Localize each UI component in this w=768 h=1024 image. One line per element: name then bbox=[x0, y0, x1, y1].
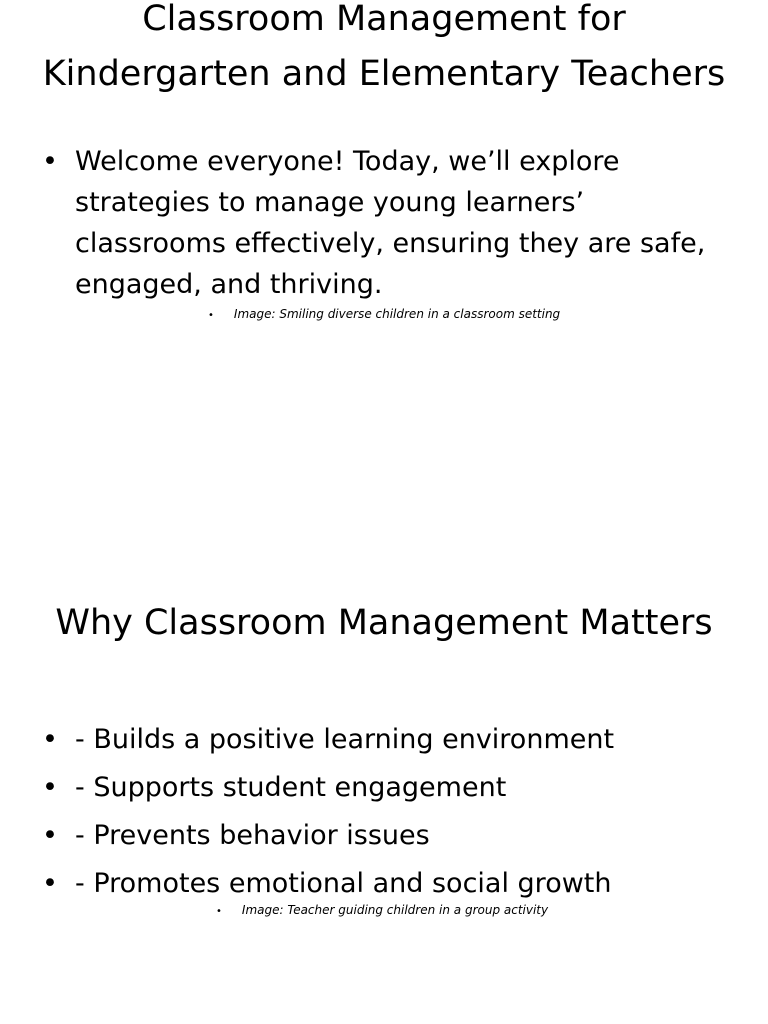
bullet-list bbox=[40, 716, 730, 908]
slide-title: Classroom Management for Kindergarten and Elementary Teachers bbox=[42, 0, 726, 94]
bullet-icon: • bbox=[42, 772, 58, 803]
bullet-item bbox=[40, 812, 730, 860]
caption-text: Image: Smiling diverse children in a classroom setting bbox=[233, 307, 561, 321]
bullet-text: - Prevents behavior issues bbox=[75, 820, 430, 851]
bullet-icon: • bbox=[42, 724, 58, 755]
bullet-text: - Builds a positive learning environment bbox=[75, 724, 615, 755]
bullet-text: - Promotes emotional and social growth bbox=[75, 868, 612, 899]
bullet-icon: • bbox=[42, 146, 58, 177]
bullet-icon: • bbox=[216, 906, 222, 917]
bullet-icon: • bbox=[42, 820, 58, 851]
image-caption bbox=[208, 306, 560, 324]
bullet-item bbox=[40, 716, 730, 764]
caption-text: Image: Teacher guiding children in a group activity bbox=[241, 903, 549, 917]
bullet-text: Welcome everyone! Today, we’ll explore strategies to manage young learners’ classrooms effectively, ensuring they are safe, engaged, and thriving. bbox=[75, 146, 706, 300]
bullet-item bbox=[40, 860, 730, 908]
slide-2 bbox=[0, 512, 768, 1024]
image-caption bbox=[216, 902, 548, 920]
bullet-item bbox=[40, 764, 730, 812]
bullet-icon: • bbox=[208, 310, 214, 321]
slide-title: Why Classroom Management Matters bbox=[55, 603, 713, 643]
bullet-item bbox=[40, 141, 730, 305]
bullet-text: - Supports student engagement bbox=[75, 772, 507, 803]
bullet-icon: • bbox=[42, 868, 58, 899]
bullet-list bbox=[40, 141, 730, 305]
